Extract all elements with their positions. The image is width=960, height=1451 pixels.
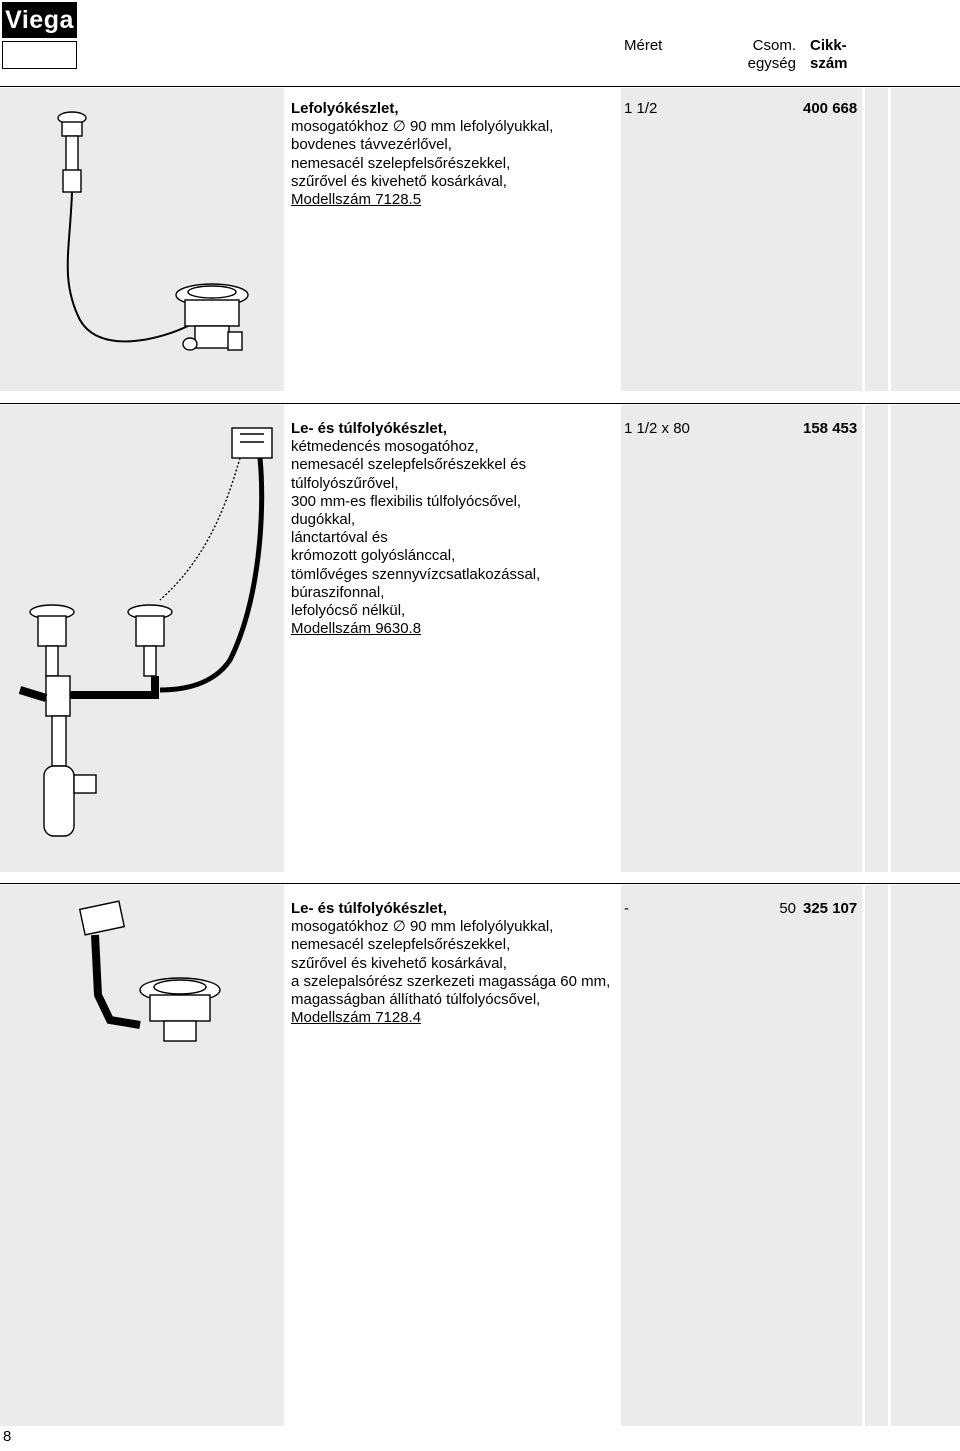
description-line: szűrővel és kivehető kosárkával, [291, 954, 507, 972]
article-number: 158 453 [803, 420, 858, 437]
pack-unit-value: 50 [779, 900, 796, 917]
column-header-size: Méret [624, 37, 663, 54]
description-line: lánctartóval és [291, 529, 388, 547]
brand-name: Viega [2, 2, 77, 38]
description-line: tömlővéges szennyvízcsatlakozással, [291, 565, 541, 583]
product-description [291, 900, 610, 1027]
viega-logo [2, 2, 77, 68]
description-line: a szelepalsórész szerkezeti magassága 60 mm, [291, 972, 611, 990]
description-line: nemesacél szelepfelsőrészekkel, [291, 936, 511, 954]
description-line: búraszifonnal, [291, 583, 385, 601]
description-line: dugókkal, [291, 511, 356, 529]
section-divider [0, 883, 960, 884]
size-value: - [624, 900, 629, 917]
column-header-article [810, 37, 848, 73]
size-value: 1 1/2 [624, 100, 658, 117]
product-description [291, 100, 553, 209]
description-line: krómozott golyóslánccal, [291, 547, 456, 565]
extra-column-band [865, 405, 888, 872]
model-number-link[interactable]: Modellszám 7128.4 [291, 1009, 422, 1027]
double-sink-drain-overflow-set-icon [10, 420, 280, 850]
sink-drain-with-overflow-icon [60, 895, 240, 1055]
article-number: 400 668 [803, 100, 858, 117]
description-line: túlfolyószűrővel, [291, 474, 399, 492]
logo-frame [2, 41, 77, 69]
description-line: kétmedencés mosogatóhoz, [291, 438, 479, 456]
article-number: 325 107 [803, 900, 858, 917]
model-number-link[interactable]: Modellszám 9630.8 [291, 620, 422, 638]
description-line: bovdenes távvezérlővel, [291, 136, 452, 154]
description-line: szűrővel és kivehető kosárkával, [291, 172, 507, 190]
sink-drain-with-bowden-remote-icon [40, 100, 280, 370]
extra-column-band [891, 405, 960, 872]
product-title: Le- és túlfolyókészlet, [291, 420, 447, 437]
pack-unit-line1: Csom. [752, 37, 796, 54]
description-line: mosogatókhoz ∅ 90 mm lefolyólyukkal, [291, 118, 554, 136]
size-column-band [621, 88, 862, 391]
pack-unit-line2: egység [747, 55, 796, 72]
page-number: 8 [3, 1428, 12, 1445]
description-line: nemesacél szelepfelsőrészekkel és [291, 456, 527, 474]
size-column-band [621, 405, 862, 872]
product-title: Lefolyókészlet, [291, 100, 399, 117]
section-divider [0, 403, 960, 404]
article-line1: Cikk- [810, 37, 847, 54]
model-number-link[interactable]: Modellszám 7128.5 [291, 191, 422, 209]
description-line: lefolyócső nélkül, [291, 602, 406, 620]
description-line: mosogatókhoz ∅ 90 mm lefolyólyukkal, [291, 918, 554, 936]
section-divider [0, 86, 960, 87]
size-value: 1 1/2 x 80 [624, 420, 690, 437]
extra-column-band [865, 885, 888, 1426]
description-line: magasságban állítható túlfolyócsővel, [291, 991, 541, 1009]
product-description [291, 420, 540, 638]
description-line: nemesacél szelepfelsőrészekkel, [291, 154, 511, 172]
extra-column-band [891, 88, 960, 391]
product-title: Le- és túlfolyókészlet, [291, 900, 447, 917]
extra-column-band [891, 885, 960, 1426]
extra-column-band [865, 88, 888, 391]
description-line: 300 mm-es flexibilis túlfolyócsővel, [291, 492, 522, 510]
article-line2: szám [810, 55, 848, 72]
column-header-pack-unit [738, 37, 796, 73]
size-column-band [621, 885, 862, 1426]
